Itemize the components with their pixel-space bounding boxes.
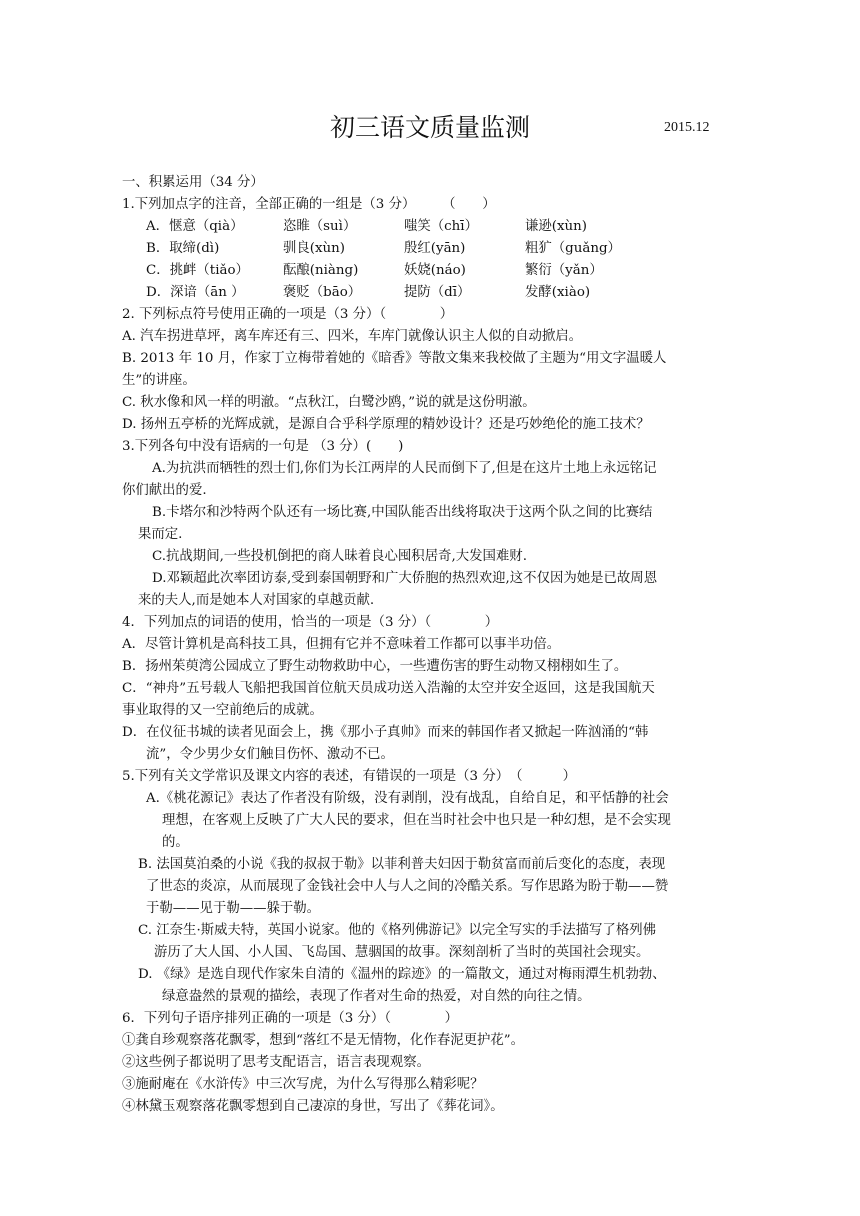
question-4-stem: 4．下列加点的词语的使用，恰当的一项是（3 分）（ ）: [122, 615, 499, 630]
question-4-option-b: B．扬州茱萸湾公园成立了野生动物救助中心，一些遭伤害的野生动物又栩栩如生了。: [122, 659, 628, 674]
option-c-word-2: 酝酿(niàng): [283, 263, 359, 278]
question-6-sentence-2: ②这些例子都说明了思考支配语言，语言表现观察。: [122, 1055, 430, 1070]
option-d-word-1: D．深谙（ān ）: [146, 285, 245, 300]
question-5-option-a-cont-2: 的。: [162, 835, 189, 850]
option-a-word-1: A．惬意（qià）: [146, 219, 244, 234]
question-4-option-a: A．尽管计算机是高科技工具，但拥有它并不意味着工作都可以事半功倍。: [122, 637, 561, 652]
question-4-option-c-cont: 事业取得的又一空前绝后的成就。: [122, 703, 323, 718]
exam-date: 2015.12: [664, 120, 710, 135]
question-6-sentence-1: ①龚自珍观察落花飘零，想到“落红不是无情物，化作春泥更护花”。: [122, 1033, 525, 1048]
question-4-option-d-cont: 流”，令少男少女们触目伤怀、激动不已。: [146, 747, 394, 762]
question-3-stem: 3.下列各句中没有语病的一句是 （3 分）( ): [122, 439, 404, 454]
option-b-word-4: 粗犷（guǎng）: [525, 241, 621, 256]
question-2-option-d: D. 扬州五亭桥的光辉成就，是源自合乎科学原理的精妙设计？还是巧妙绝伦的施工技术？: [122, 417, 650, 432]
question-5-option-d: D. 《绿》是选自现代作家朱自清的《温州的踪迹》的一篇散文，通过对梅雨潭生机勃勃、: [138, 967, 666, 982]
question-5-option-b-cont-1: 了世态的炎凉，从而展现了金钱社会中人与人之间的冷酷关系。写作思路为盼于勒——赞: [146, 879, 669, 894]
question-3-option-a-cont: 你们献出的爱.: [122, 483, 207, 498]
page-title: 初三语文质量监测: [329, 113, 530, 142]
option-c-word-1: C．挑衅（tiǎo）: [146, 263, 249, 278]
question-5-option-b: B. 法国莫泊桑的小说《我的叔叔于勒》以菲利普夫妇因于勒贫富而前后变化的态度，表现: [138, 857, 666, 872]
option-d-word-3: 提防（dī）: [404, 285, 471, 300]
question-2-option-a: A. 汽车拐进草坪，离车库还有三、四米，车库门就像认识主人似的自动掀启。: [122, 329, 583, 344]
question-6-sentence-4: ④林黛玉观察落花飘零想到自己凄凉的身世，写出了《葬花词》。: [122, 1099, 504, 1114]
option-a-word-4: 谦逊(xùn): [525, 219, 588, 234]
question-5-option-c-cont: 游历了大人国、小人国、飞岛国、慧骃国的故事。深刻剖析了当时的英国社会现实。: [154, 945, 650, 960]
option-c-word-4: 繁衍（yǎn）: [525, 263, 603, 278]
question-4-option-d: D．在仪征书城的读者见面会上，携《那小子真帅》而来的韩国作者又掀起一阵汹涌的“韩: [122, 725, 649, 740]
option-d-word-2: 褒贬（bāo）: [283, 285, 362, 300]
option-b-word-2: 驯良(xùn): [283, 241, 346, 256]
question-6-sentence-3: ③施耐庵在《水浒传》中三次写虎，为什么写得那么精彩呢？: [122, 1077, 484, 1092]
question-5-option-d-cont: 绿意盎然的景观的描绘，表现了作者对生命的热爱，对自然的向往之情。: [162, 989, 591, 1004]
question-4-option-c: C．“神舟”五号载人飞船把我国首位航天员成功送入浩瀚的太空并安全返回，这是我国航天: [122, 681, 655, 696]
question-3-option-b: B.卡塔尔和沙特两个队还有一场比赛,中国队能否出线将取决于这两个队之间的比赛结: [152, 505, 653, 520]
question-2-option-c: C. 秋水像和风一样的明澈。“点秋江，白鹭沙鸥，”说的就是这份明澈。: [122, 395, 536, 410]
question-5-option-b-cont-2: 于勒——见于勒——躲于勒。: [146, 901, 321, 916]
option-a-word-2: 恣睢（suì）: [283, 219, 357, 234]
question-5-option-a-cont-1: 理想，在客观上反映了广大人民的要求，但在当时社会中也只是一种幻想，是不会实现: [162, 813, 671, 828]
question-3-option-b-cont: 果而定.: [138, 527, 183, 542]
question-2-stem: 2. 下列标点符号使用正确的一项是（3 分）（ ）: [122, 307, 454, 322]
question-6-stem: 6．下列句子语序排列正确的一项是（3 分）（ ）: [122, 1011, 458, 1026]
question-3-option-c: C.抗战期间,一些投机倒把的商人昧着良心囤积居奇,大发国难财.: [152, 549, 527, 564]
option-b-word-1: B．取缔(dì): [146, 241, 220, 256]
question-5-option-c: C. 江奈生·斯威夫特，英国小说家。他的《格列佛游记》以完全写实的手法描写了格列佛: [138, 923, 656, 938]
option-b-word-3: 殷红(yān): [404, 241, 466, 256]
option-a-word-3: 嗤笑（chī）: [404, 219, 478, 234]
option-d-word-4: 发酵(xiào): [525, 285, 591, 300]
question-3-option-a: A.为抗洪而牺牲的烈士们,你们为长江两岸的人民而倒下了,但是在这片土地上永远铭记: [152, 461, 657, 476]
question-5-option-a: A.《桃花源记》表达了作者没有阶级，没有剥削，没有战乱，自给自足，和平恬静的社会: [146, 791, 669, 806]
question-2-option-b-cont: 生”的讲座。: [122, 373, 196, 388]
question-3-option-d: D.邓颖超此次率团访泰,受到泰国朝野和广大侨胞的热烈欢迎,这不仅因为她是已故周恩: [152, 571, 658, 586]
question-3-option-d-cont: 来的夫人,而是她本人对国家的卓越贡献.: [138, 593, 375, 608]
question-2-option-b: B. 2013 年 10 月，作家丁立梅带着她的《暗香》等散文集来我校做了主题为“用文字温暖人: [122, 351, 667, 366]
question-5-stem: 5.下列有关文学常识及课文内容的表述，有错误的一项是（3 分） （ ）: [122, 769, 577, 784]
option-c-word-3: 妖娆(náo): [404, 263, 466, 278]
section-heading: 一、积累运用（34 分）: [122, 175, 264, 190]
question-1-stem: 1.下列加点字的注音，全部正确的一组是（3 分） （ ）: [122, 197, 496, 212]
